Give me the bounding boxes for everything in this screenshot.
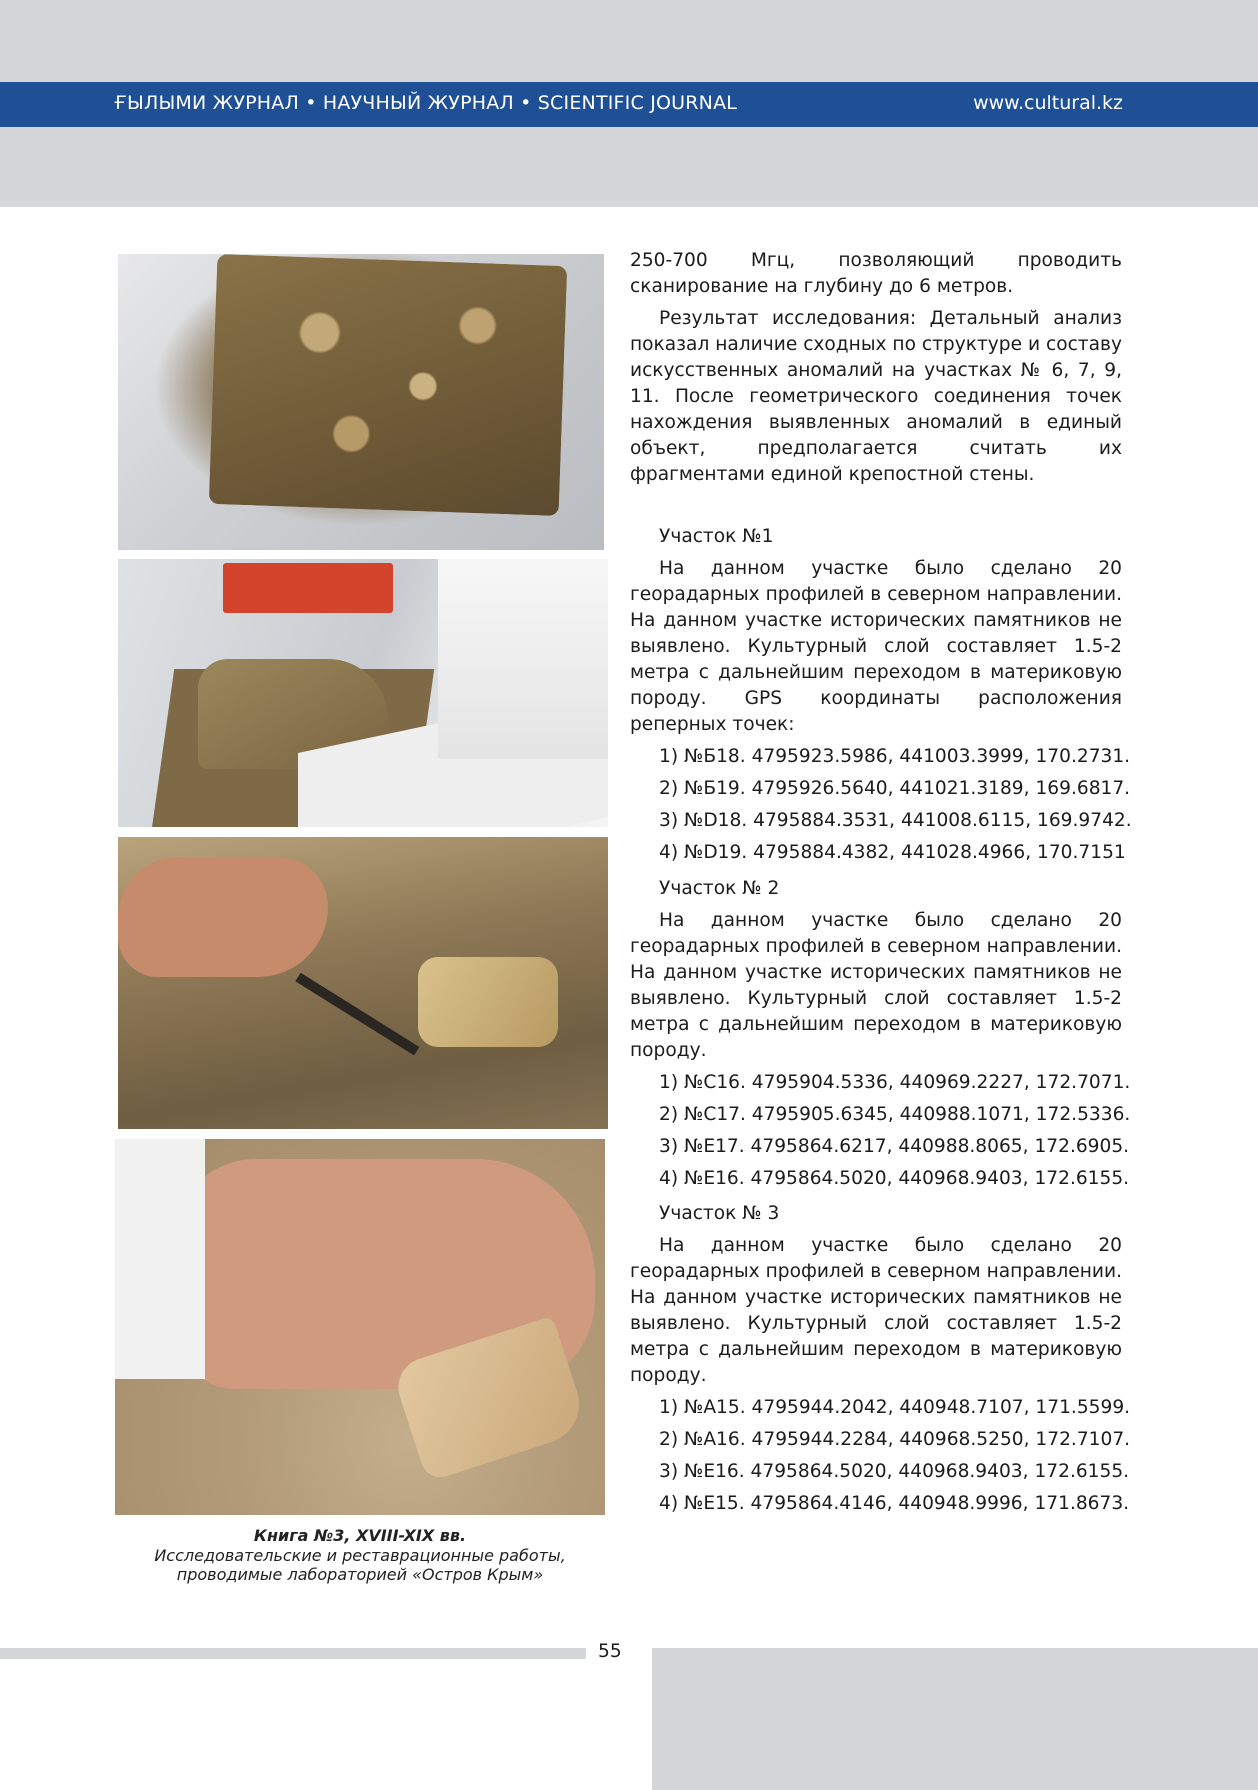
site-3-section xyxy=(630,1201,1131,1517)
site-2-coordinate: 3) №E17. 4795864.6217, 440988.8065, 172.6905. xyxy=(659,1136,1130,1157)
site-2-coordinate: 4) №E16. 4795864.5020, 440968.9403, 172.6155. xyxy=(659,1168,1130,1189)
site-3-coordinate: 1) №A15. 4795944.2042, 440948.7107, 171.5599. xyxy=(659,1397,1131,1418)
site-2-section xyxy=(630,876,1131,1192)
intro-paragraph-2: Результат исследования: Детальный анализ показал наличие сходных по структуре и составу искусственных аномалий на участках № 6, 7, 9, 11. После геометрического соединения точек нахождения выявленных аномалий в единый объект, предполагается считать их фрагментами единой крепостной стены. xyxy=(630,308,1122,485)
site-1-heading: Участок №1 xyxy=(659,526,774,547)
site-3-heading: Участок № 3 xyxy=(659,1203,780,1224)
site-2-coordinate: 2) №C17. 4795905.6345, 440988.1071, 172.5336. xyxy=(659,1104,1131,1125)
site-3-coordinate: 3) №E16. 4795864.5020, 440968.9403, 172.6155. xyxy=(659,1461,1130,1482)
journal-title: ҒЫЛЫМИ ЖУРНАЛ • НАУЧНЫЙ ЖУРНАЛ • SCIENTIFIC JOURNAL xyxy=(114,92,738,114)
site-2-coordinate: 1) №C16. 4795904.5336, 440969.2227, 172.7071. xyxy=(659,1072,1131,1093)
intro-text-block xyxy=(630,248,1122,488)
photo-lab-restoration-work xyxy=(118,559,608,827)
site-2-paragraph: На данном участке было сделано 20 георадарных профилей в северном направлении. На данном участке исторических памятников не выявлено. Культурный слой составляет 1.5-2 метра с дальнейшим переходом в материковую породу. xyxy=(630,910,1122,1061)
caption-line-2: проводимые лабораторией «Остров Крым» xyxy=(176,1565,544,1584)
photo-caption xyxy=(108,1526,612,1584)
caption-line-1: Исследовательские и реставрационные работы, xyxy=(154,1546,566,1565)
photo-hand-holding-fragment xyxy=(115,1139,605,1515)
site-1-section xyxy=(630,524,1132,866)
site-1-coordinate: 3) №D18. 4795884.3531, 441008.6115, 169.9742. xyxy=(659,810,1132,831)
website-link[interactable]: www.cultural.kz xyxy=(973,92,1123,114)
site-1-paragraph: На данном участке было сделано 20 георадарных профилей в северном направлении. На данном участке исторических памятников не выявлено. Культурный слой составляет 1.5-2 метра с дальнейшим переходом в материковую породу. GPS координаты расположения реперных точек: xyxy=(630,558,1122,735)
site-2-heading: Участок № 2 xyxy=(659,878,780,899)
site-1-coordinate: 1) №Б18. 4795923.5986, 441003.3999, 170.2731. xyxy=(659,746,1131,767)
site-3-paragraph: На данном участке было сделано 20 георадарных профилей в северном направлении. На данном участке исторических памятников не выявлено. Культурный слой составляет 1.5-2 метра с дальнейшим переходом в материковую породу. xyxy=(630,1235,1122,1386)
site-1-coordinate: 4) №D19. 4795884.4382, 441028.4966, 170.7151 xyxy=(659,842,1126,863)
site-3-coordinate: 4) №E15. 4795864.4146, 440948.9996, 171.8673. xyxy=(659,1493,1130,1514)
footer-background xyxy=(652,1648,1258,1790)
caption-title: Книга №3, XVIII-XIX вв. xyxy=(253,1526,467,1545)
journal-banner xyxy=(0,82,1258,127)
site-3-coordinate: 2) №A16. 4795944.2284, 440968.5250, 172.7107. xyxy=(659,1429,1131,1450)
photo-brush-cleaning xyxy=(118,837,608,1129)
intro-paragraph-1: 250-700 Мгц, позволяющий проводить сканирование на глубину до 6 метров. xyxy=(630,250,1122,297)
photo-excavated-book-block xyxy=(118,254,604,550)
page-number: 55 xyxy=(598,1641,622,1662)
site-1-coordinate: 2) №Б19. 4795926.5640, 441021.3189, 169.6817. xyxy=(659,778,1131,799)
footer-rule xyxy=(0,1648,586,1659)
